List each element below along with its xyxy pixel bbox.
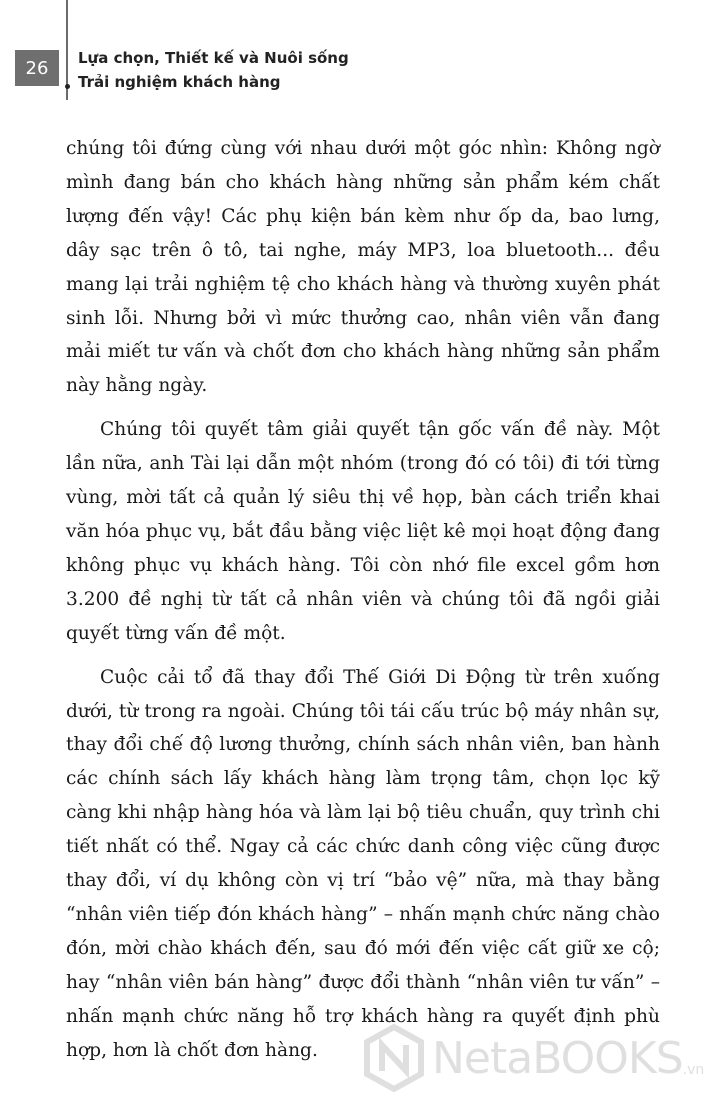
running-head-line-1: Lựa chọn, Thiết kế và Nuôi sống [78,49,349,67]
body-text [66,132,660,1077]
paragraph: chúng tôi đứng cùng với nhau dưới một góc nhìn: Không ngờ mình đang bán cho khách hàng những sản phẩm kém chất lượng đến vậy! Các phụ kiện bán kèm như ốp da, bao lưng, dây sạc trên ô tô, tai nghe, máy MP3, loa bluetooth... đều mang lại trải nghiệm tệ cho khách hàng và thường xuyên phát sinh lỗi. Nhưng bởi vì mức thưởng cao, nhân viên vẫn đang mải miết tư vấn và chốt đơn cho khách hàng những sản phẩm này hằng ngày. [66,138,660,397]
watermark-suffix: .vn [682,1062,704,1078]
paragraph: Chúng tôi quyết tâm giải quyết tận gốc vấn đề này. Một lần nữa, anh Tài lại dẫn một nhóm (trong đó có tôi) đi tới từng vùng, mời tất cả quản lý siêu thị về họp, bàn cách triển khai văn hóa phục vụ, bắt đầu bằng việc liệt kê mọi hoạt động đang không phục vụ khách hàng. Tôi còn nhớ file excel gồm hơn 3.200 đề nghị từ tất cả nhân viên và chúng tôi đã ngồi giải quyết từng vấn đề một. [66,419,660,644]
paragraph: Cuộc cải tổ đã thay đổi Thế Giới Di Động từ trên xuống dưới, từ trong ra ngoài. Chúng tôi tái cấu trúc bộ máy nhân sự, thay đổi chế độ lương thưởng, chính sách nhân viên, ban hành các chính sách lấy khách hàng làm trọng tâm, chọn lọc kỹ càng khi nhập hàng hóa và làm lại bộ tiêu chuẩn, quy trình chi tiết nhất có thể. Ngay cả các chức danh công việc cũng được thay đổi, ví dụ không còn vị trí “bảo vệ” nữa, mà thay bằng “nhân viên tiếp đón khách hàng” – nhấn mạnh chức năng chào đón, mời chào khách đến, sau đó mới đến việc cất giữ xe cộ; hay “nhân viên bán hàng” được đổi thành “nhân viên tư vấn” – nhấn mạnh chức năng hỗ trợ khách hàng ra quyết định phù hợp, hơn là chốt đơn hàng. [66,666,660,1061]
n-hexagon-logo-icon [364,1025,424,1091]
header-dot [65,84,70,89]
running-head-line-2: Trải nghiệm khách hàng [78,73,281,91]
watermark [364,1018,704,1098]
watermark-brand: NetaBOOKS [432,1032,683,1084]
running-head [78,46,349,94]
page-number: 26 [15,50,59,86]
